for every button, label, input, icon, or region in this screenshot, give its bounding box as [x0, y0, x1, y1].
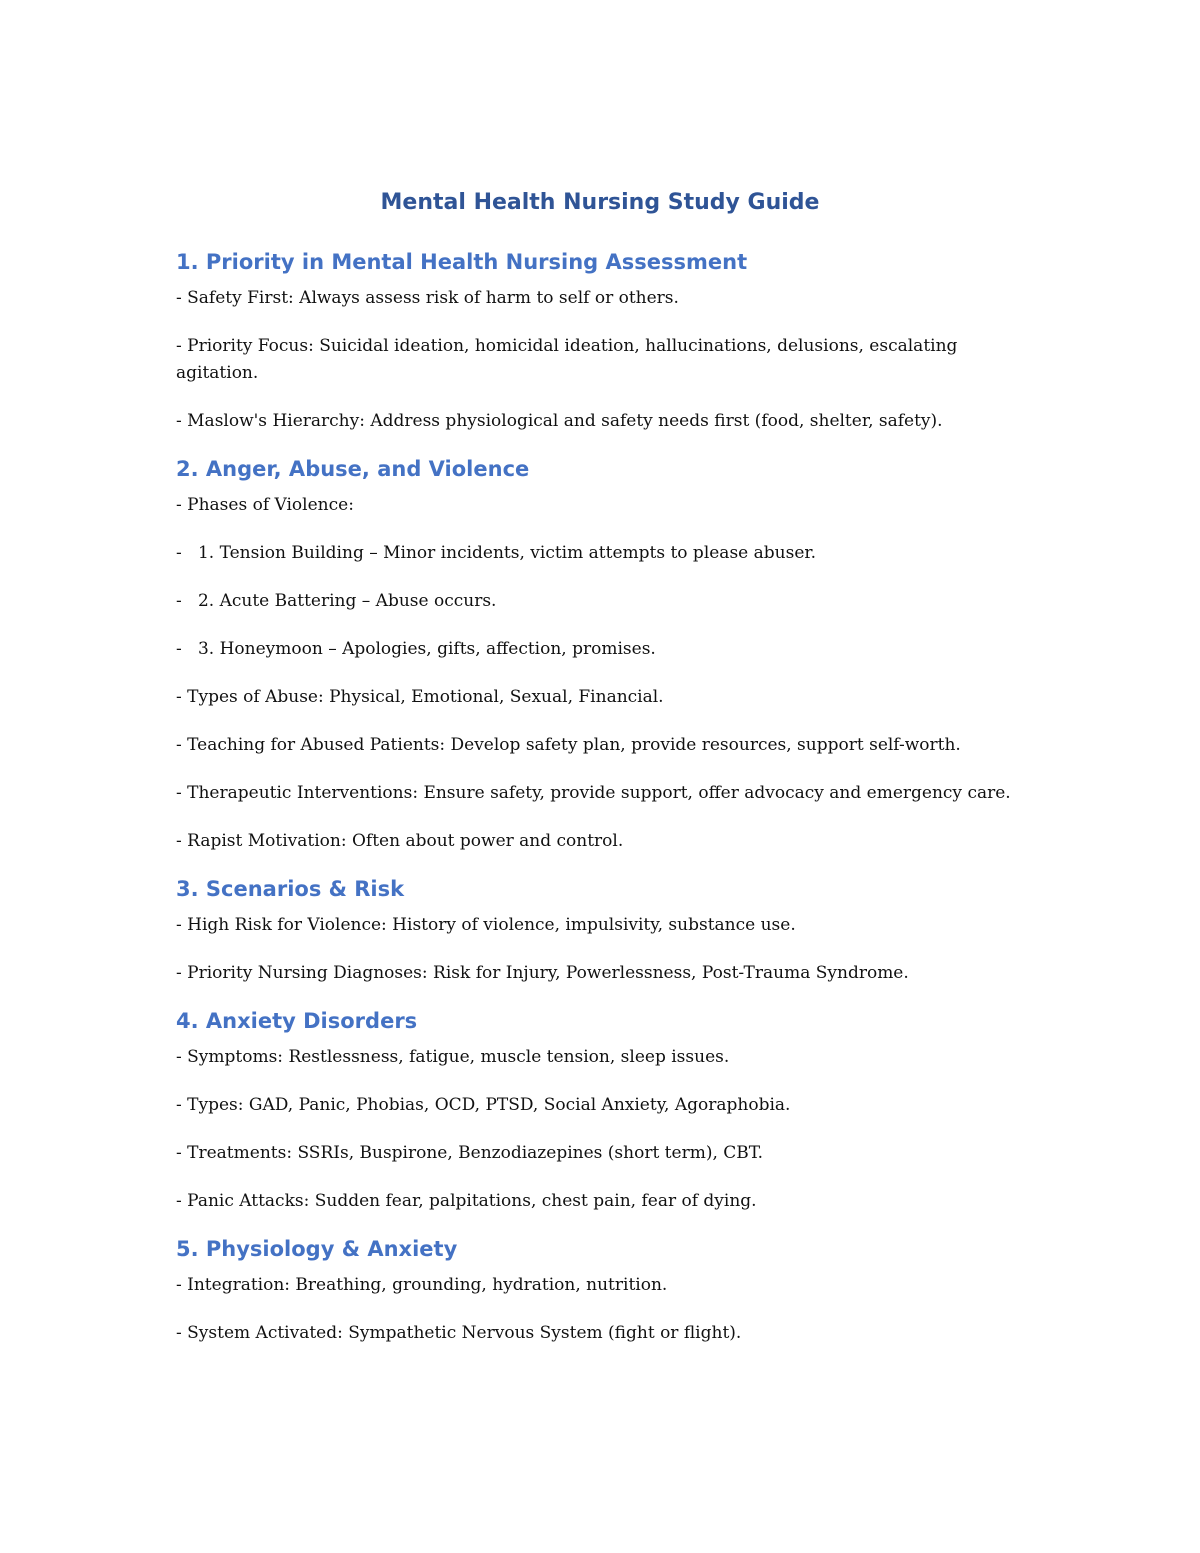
list-item: - Teaching for Abused Patients: Develop safety plan, provide resources, support self-worth.: [176, 735, 961, 755]
list-item: - Priority Nursing Diagnoses: Risk for Injury, Powerlessness, Post-Trauma Syndrome.: [176, 963, 909, 983]
list-item: - System Activated: Sympathetic Nervous System (fight or flight).: [176, 1323, 742, 1343]
list-item: - 2. Acute Battering – Abuse occurs.: [176, 591, 497, 611]
list-item: - Symptoms: Restlessness, fatigue, muscle tension, sleep issues.: [176, 1047, 730, 1067]
list-item: - Maslow's Hierarchy: Address physiological and safety needs first (food, shelter, safety).: [176, 411, 943, 431]
list-item: - Types: GAD, Panic, Phobias, OCD, PTSD, Social Anxiety, Agoraphobia.: [176, 1095, 791, 1115]
section-heading: 3. Scenarios & Risk: [176, 877, 405, 901]
list-item: - Priority Focus: Suicidal ideation, homicidal ideation, hallucinations, delusions, escalating agitation.: [176, 336, 958, 383]
list-item: - Safety First: Always assess risk of harm to self or others.: [176, 288, 679, 308]
list-item: - Types of Abuse: Physical, Emotional, Sexual, Financial.: [176, 687, 664, 707]
list-item: - Therapeutic Interventions: Ensure safety, provide support, offer advocacy and emergency care.: [176, 783, 1011, 803]
list-item: - Panic Attacks: Sudden fear, palpitations, chest pain, fear of dying.: [176, 1191, 757, 1211]
document-body: [176, 246, 1026, 1365]
list-item: - High Risk for Violence: History of violence, impulsivity, substance use.: [176, 915, 796, 935]
section-heading: 2. Anger, Abuse, and Violence: [176, 457, 530, 481]
section-heading: 5. Physiology & Anxiety: [176, 1237, 458, 1261]
section-anxiety-disorders: [176, 1005, 1026, 1215]
list-item: - Treatments: SSRIs, Buspirone, Benzodiazepines (short term), CBT.: [176, 1143, 764, 1163]
section-priority-assessment: [176, 246, 1026, 435]
list-item: - Phases of Violence:: [176, 495, 354, 515]
section-scenarios-risk: [176, 873, 1026, 987]
list-item: - Rapist Motivation: Often about power and control.: [176, 831, 624, 851]
page-title: Mental Health Nursing Study Guide: [380, 190, 820, 215]
section-heading: 1. Priority in Mental Health Nursing Assessment: [176, 250, 748, 274]
section-anger-abuse-violence: [176, 453, 1026, 855]
list-item: - 1. Tension Building – Minor incidents, victim attempts to please abuser.: [176, 543, 817, 563]
section-heading: 4. Anxiety Disorders: [176, 1009, 418, 1033]
section-physiology-anxiety: [176, 1233, 1026, 1347]
list-item: - 3. Honeymoon – Apologies, gifts, affection, promises.: [176, 639, 656, 659]
list-item: - Integration: Breathing, grounding, hydration, nutrition.: [176, 1275, 668, 1295]
